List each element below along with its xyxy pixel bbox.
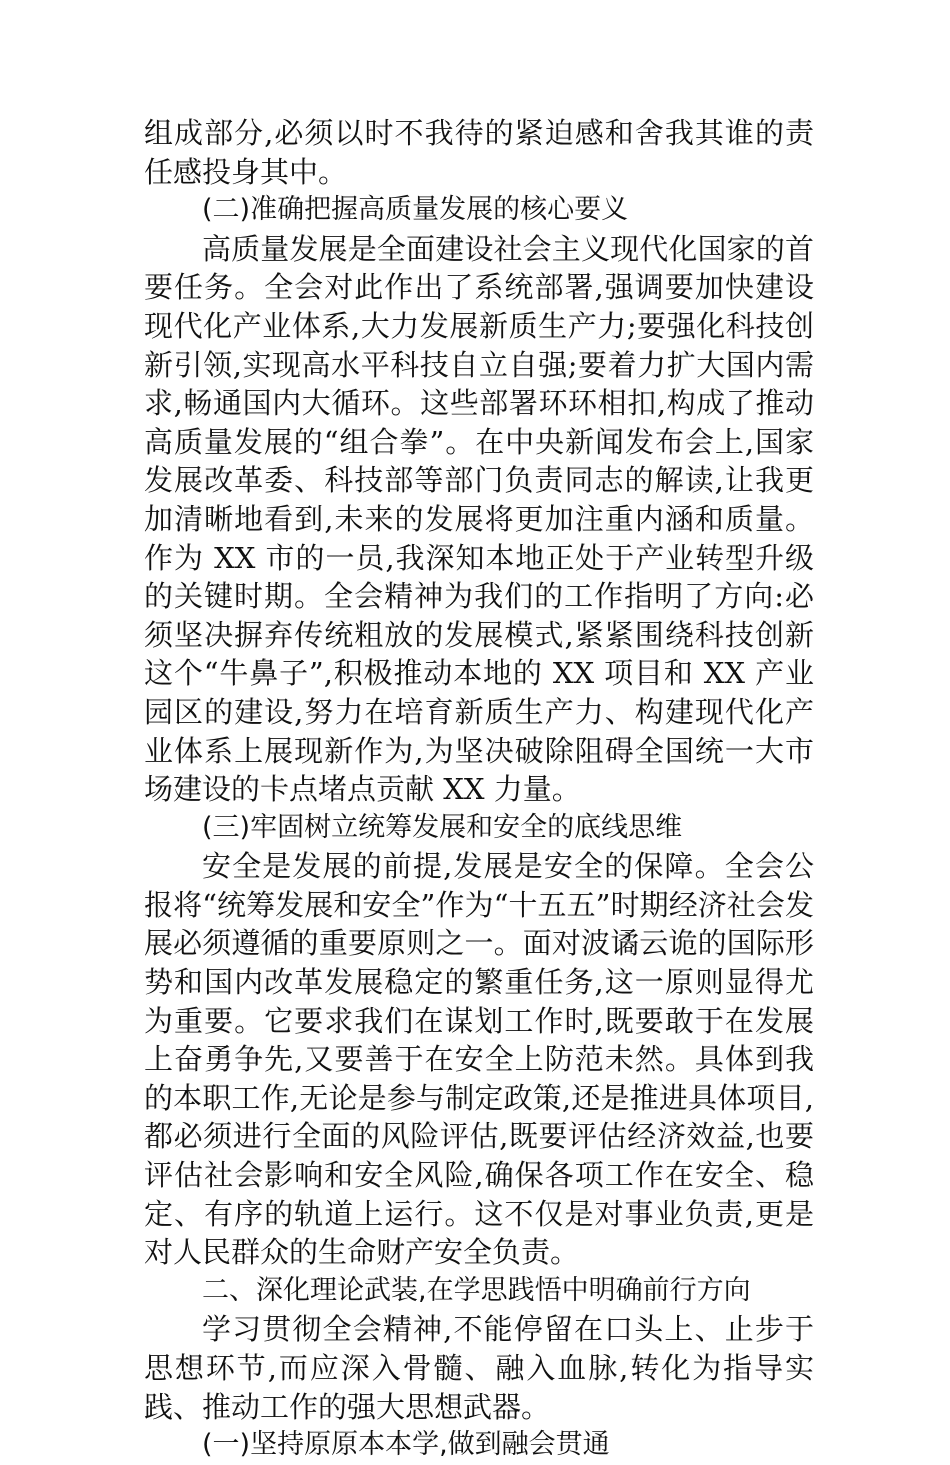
paragraph-theory-study: 学习贯彻全会精神,不能停留在口头上、止步于思想环节,而应深入骨髓、融入血脉,转化为指导实践、推动工作的强大思想武器。 [144, 1312, 814, 1424]
paragraph-development-security: 安全是发展的前提,发展是安全的保障。全会公报将“统筹发展和安全”作为“十五五”时期经济社会发展必须遵循的重要原则之一。面对波谲云诡的国际形势和国内改革发展稳定的繁重任务,这一原则显得尤为重要。它要求我们在谋划工作时,既要敢于在发展上奋勇争先,又要善于在安全上防范未然。具体到我的本职工作,无论是参与制定政策,还是推进具体项目,都必须进行全面的风险评估,既要评估经济效益,也要评估社会影响和安全风险,确保各项工作在安全、稳定、有序的轨道上运行。这不仅是对事业负责,更是对人民群众的生命财产安全负责。 [144, 849, 814, 1270]
document-body [144, 114, 814, 1465]
section-heading-2: (二)准确把握高质量发展的核心要义 [202, 194, 629, 226]
paragraph-continuation: 组成部分,必须以时不我待的紧迫感和舍我其谁的责任感投身其中。 [144, 116, 814, 189]
paragraph-high-quality-development: 高质量发展是全面建设社会主义现代化国家的首要任务。全会对此作出了系统部署,强调要加快建设现代化产业体系,大力发展新质生产力;要强化科技创新引领,实现高水平科技自立自强;要着力扩大国内需求,畅通国内大循环。这些部署环环相扣,构成了推动高质量发展的“组合拳”。在中央新闻发布会上,国家发展改革委、科技部等部门负责同志的解读,让我更加清晰地看到,未来的发展将更加注重内涵和质量。作为 XX 市的一员,我深知本地正处于产业转型升级的关键时期。全会精神为我们的工作指明了方向:必须坚决摒弃传统粗放的发展模式,紧紧围绕科技创新这个“牛鼻子”,积极推动本地的 XX 项目和 XX 产业园区的建设,努力在培育新质生产力、构建现代化产业体系上展现新作为,为坚决破除阻碍全国统一大市场建设的卡点堵点贡献 XX 力量。 [144, 231, 814, 807]
section-heading-1: (一)坚持原原本本学,做到融会贯通 [202, 1429, 610, 1461]
chapter-heading-2: 二、深化理论武装,在学思践悟中明确前行方向 [202, 1274, 751, 1306]
section-heading-3: (三)牢固树立统筹发展和安全的底线思维 [202, 811, 683, 843]
